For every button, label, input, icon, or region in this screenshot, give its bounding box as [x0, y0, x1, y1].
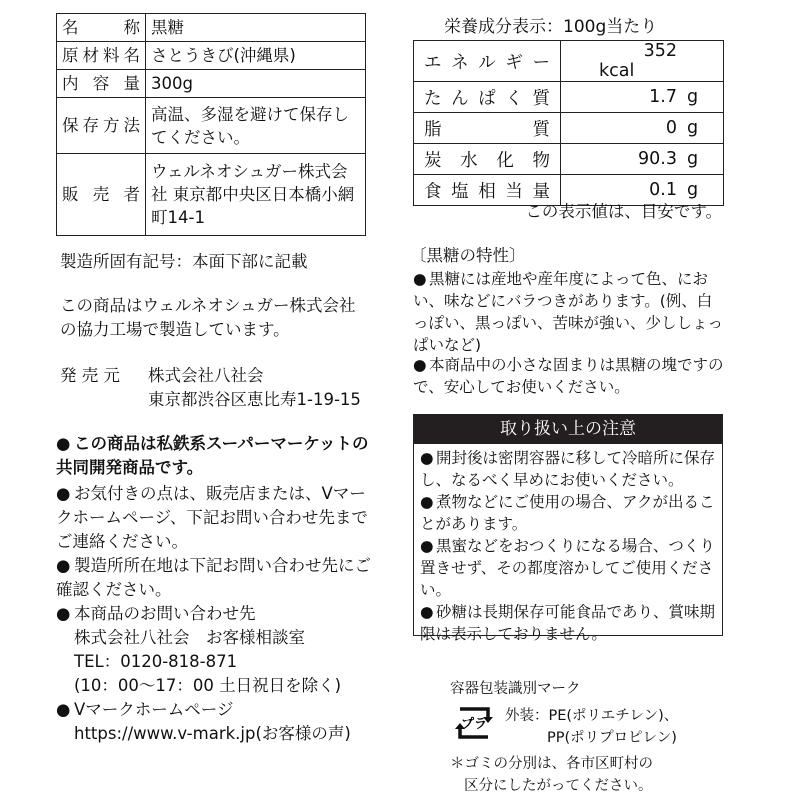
info-key: 内容量: [57, 70, 146, 98]
maker-code-text: 製造所固有記号：本面下部に記載: [60, 252, 308, 271]
product-info-table: [56, 13, 366, 236]
nutrient-name: エネルギー: [414, 41, 561, 82]
table-row: [57, 154, 366, 236]
info-key: 名 称: [57, 14, 146, 42]
list-item: ● お気付きの点は、販売店または、Vマークホームページ、下記お問い合わせ先までご連絡ください。: [56, 484, 368, 551]
nutrient-name: 食塩相当量: [414, 175, 561, 206]
table-row: [414, 144, 724, 175]
seller-label: 発 売 元: [60, 366, 120, 385]
list-item: ● Vマークホームページ: [56, 700, 234, 719]
table-row: [57, 70, 366, 98]
list-item: ● 製造所所在地は下記お問い合わせ先にご確認ください。: [56, 556, 371, 599]
nutrient-unit: g: [687, 180, 699, 200]
nutrient-value: 90.3: [638, 149, 677, 169]
table-row: [414, 113, 724, 144]
nutrient-value: 352: [643, 41, 677, 61]
nutrient-value: 0.1: [649, 180, 677, 200]
list-item: ● 本商品のお問い合わせ先: [56, 604, 256, 623]
contact-name: 株式会社八社会 お客様相談室: [74, 628, 305, 647]
nutrient-unit: g: [687, 118, 699, 138]
handling-box: [413, 414, 723, 643]
info-value: 高温、多湿を避けて保存してください。: [146, 98, 366, 154]
table-row: [57, 42, 366, 70]
features-title: 〔黒糖の特性〕: [410, 246, 526, 265]
list-item: ● 黒糖には産地や産年度によって色、におい、味などにバラつきがあります。(例、白っぽい、黒っぽい、苦味が強い、少ししょっぱいなど): [413, 270, 724, 354]
info-key: 保存方法: [57, 98, 146, 154]
seller-name: 株式会社八社会: [148, 366, 264, 385]
pla-recycle-icon: [452, 703, 496, 743]
packaging-title: 容器包装識別マーク: [450, 681, 581, 697]
list-item: ● 黒蜜などをおつくりになる場合、つくり置きせず、その都度溶かしてご使用ください。: [420, 537, 715, 599]
nutrient-value: 0: [665, 118, 677, 138]
nutrition-title: 栄養成分表示：100g当たり: [444, 17, 658, 37]
info-key: 販売者: [57, 154, 146, 236]
seller-address: 東京都渋谷区恵比寿1-19-15: [148, 390, 361, 409]
info-value: 300g: [146, 70, 366, 98]
factory-note: この商品はウェルネオシュガー株式会社の協力工場で製造しています。: [60, 296, 356, 339]
vmark-url[interactable]: https://www.v-mark.jp(お客様の声): [74, 724, 351, 743]
disposal-note: ＊ゴミの分別は、各市区町村の: [450, 756, 653, 772]
nutrient-unit: g: [687, 87, 699, 107]
nutrient-unit: g: [687, 149, 699, 169]
disposal-note-2: 区分にしたがってください。: [464, 778, 653, 794]
list-item: ● この商品は私鉄系スーパーマーケットの共同開発商品です。: [56, 434, 369, 477]
info-value: さとうきび(沖縄県): [146, 42, 366, 70]
svg-text:プラ: プラ: [460, 717, 488, 732]
list-item: ● 開封後は密閉容器に移して冷暗所に保存し、なるべく早めにお使いください。: [420, 449, 716, 489]
info-value: ウェルネオシュガー株式会社 東京都中央区日本橋小網町14-1: [146, 154, 366, 236]
table-row: [57, 14, 366, 42]
contact-hours: (10：00～17：00 土日祝日を除く): [74, 676, 342, 695]
nutrient-unit: kcal: [599, 61, 635, 81]
packaging-material-1: 外装：PE(ポリエチレン)、: [505, 708, 679, 724]
nutrient-value: 1.7: [649, 87, 677, 107]
table-row: [57, 98, 366, 154]
nutrition-note: この表示値は、目安です。: [525, 202, 722, 221]
contact-tel: TEL：0120-818-871: [74, 652, 238, 671]
list-item: ● 砂糖は長期保存可能食品であり、賞味期限は表示しておりません。: [420, 603, 716, 643]
packaging-material-2: PP(ポリプロピレン): [547, 730, 677, 746]
handling-title: 取り扱い上の注意: [414, 415, 722, 444]
nutrition-table: [413, 40, 724, 206]
list-item: ● 本商品中の小さな固まりは黒糖の塊ですので、安心してお使いください。: [413, 356, 724, 396]
table-row: [414, 41, 724, 82]
nutrient-name: たんぱく質: [414, 82, 561, 113]
info-key: 原材料名: [57, 42, 146, 70]
list-item: ● 煮物などにご使用の場合、アクが出ることがあります。: [420, 493, 715, 533]
nutrient-name: 脂 質: [414, 113, 561, 144]
info-value: 黒糖: [146, 14, 366, 42]
table-row: [414, 82, 724, 113]
nutrient-name: 炭水化物: [414, 144, 561, 175]
